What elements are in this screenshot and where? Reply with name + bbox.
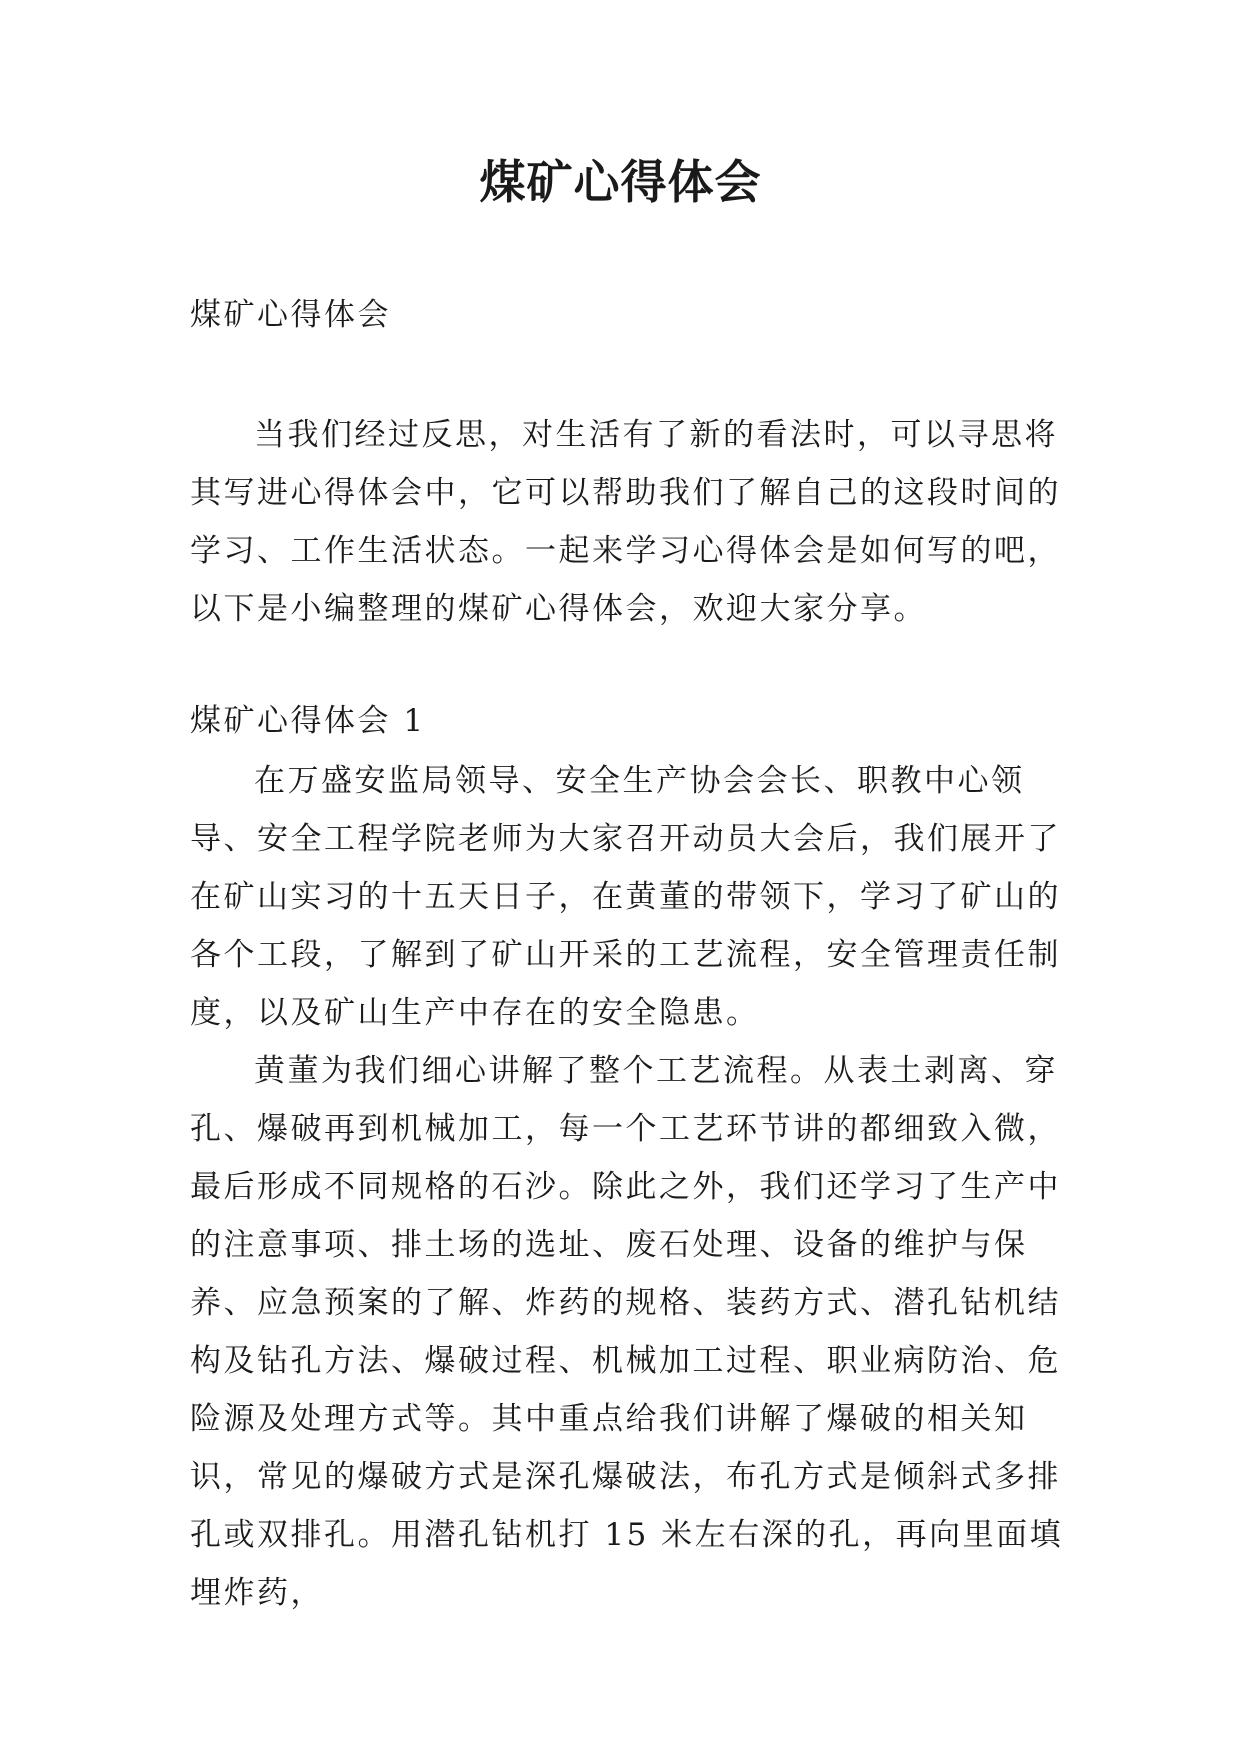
document-subtitle: 煤矿心得体会 (190, 297, 391, 333)
section-body (190, 752, 1070, 1622)
body-paragraph: 黄董为我们细心讲解了整个工艺流程。从表土剥离、穿孔、爆破再到机械加工，每一个工艺环节讲的都细致入微，最后形成不同规格的石沙。除此之外，我们还学习了生产中的注意事项、排土场的选址、废石处理、设备的维护与保养、应急预案的了解、炸药的规格、装药方式、潜孔钻机结构及钻孔方法、爆破过程、机械加工过程、职业病防治、危险源及处理方式等。其中重点给我们讲解了爆破的相关知识，常见的爆破方式是深孔爆破法，布孔方式是倾斜式多排孔或双排孔。用潜孔钻机打 15 米左右深的孔，再向里面填埋炸药， (190, 1053, 1064, 1611)
section-heading: 煤矿心得体会 1 (190, 703, 426, 739)
body-paragraph: 在万盛安监局领导、安全生产协会会长、职教中心领导、安全工程学院老师为大家召开动员大会后，我们展开了在矿山实习的十五天日子，在黄董的带领下，学习了矿山的各个工段，了解到了矿山开采的工艺流程，安全管理责任制度，以及矿山生产中存在的安全隐患。 (190, 763, 1061, 1031)
intro-paragraph: 当我们经过反思，对生活有了新的看法时，可以寻思将其写进心得体会中，它可以帮助我们了解自己的这段时间的学习、工作生活状态。一起来学习心得体会是如何写的吧，以下是小编整理的煤矿心得体会，欢迎大家分享。 (190, 417, 1061, 627)
document-title: 煤矿心得体会 (479, 155, 762, 209)
